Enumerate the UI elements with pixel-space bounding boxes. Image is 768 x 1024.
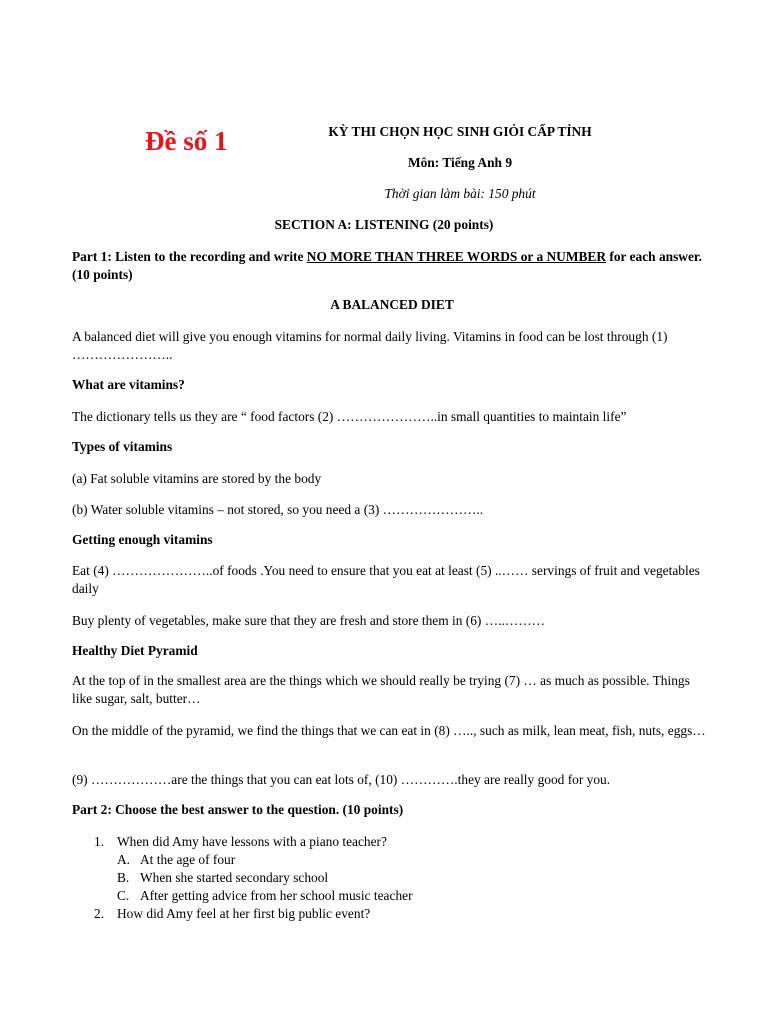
paragraph-eat: Eat (4) …………………..of foods .You need to ensure that you eat at least (5) ..…… servings of fruit and vegetables daily [72,563,700,596]
part1-instr-suffix: for each answer. (10 points) [72,249,702,282]
part1-intro: A balanced diet will give you enough vitamins for normal daily living. Vitamins in food can be lost through (1) ………………….. [72,329,668,362]
heading-getting-enough: Getting enough vitamins [72,532,213,547]
question-number: 1. [94,834,105,849]
part2-title: Part 2: Choose the best answer to the question. (10 points) [72,802,404,817]
heading-what-are-vitamins: What are vitamins? [72,377,185,392]
paragraph-top-pyramid: At the top of in the smallest area are the things which we should really be trying (7) … as much as possible. Things like sugar, salt, butter… [72,673,690,706]
heading-types-of-vitamins: Types of vitamins [72,439,173,454]
heading-healthy-pyramid: Healthy Diet Pyramid [72,643,198,658]
paragraph-nine-ten: (9) ………………are the things that you can eat lots of, (10) ………….they are really good for you. [72,772,611,787]
option-letter: B. [117,870,130,885]
exam-time: Thời gian làm bài: 150 phút [384,186,536,201]
paragraph-middle-pyramid: On the middle of the pyramid, we find the things that we can eat in (8) ….., such as milk, lean meat, fish, nuts, eggs… [72,723,706,738]
paragraph-buy: Buy plenty of vegetables, make sure that they are fresh and store them in (6) …..……… [72,613,546,628]
option-letter: A. [117,852,131,867]
question-text: How did Amy feel at her first big public event? [117,906,371,921]
paragraph-dictionary: The dictionary tells us they are “ food factors (2) …………………..in small quantities to maintain life” [72,409,627,424]
exam-number-title: Đề số 1 [145,126,228,156]
part1-instr-underlined: NO MORE THAN THREE WORDS or a NUMBER [306,249,607,264]
option-text: After getting advice from her school music teacher [140,888,413,903]
question-number: 2. [94,906,105,921]
section-a-title: SECTION A: LISTENING (20 points) [274,217,494,232]
paragraph-fat-soluble: (a) Fat soluble vitamins are stored by the body [72,471,322,486]
question-text: When did Amy have lessons with a piano teacher? [117,834,387,849]
option-text: At the age of four [140,852,236,867]
part1-instr-prefix: Part 1: Listen to the recording and write [72,249,307,264]
part1-heading: A BALANCED DIET [330,297,454,312]
paragraph-water-soluble: (b) Water soluble vitamins – not stored, so you need a (3) ………………….. [72,502,484,517]
option-letter: C. [117,888,130,903]
exam-subject: Môn: Tiếng Anh 9 [407,155,513,170]
option-text: When she started secondary school [140,870,329,885]
exam-title: KỲ THI CHỌN HỌC SINH GIỎI CẤP TỈNH [328,124,592,139]
part1-instructions [72,248,712,284]
